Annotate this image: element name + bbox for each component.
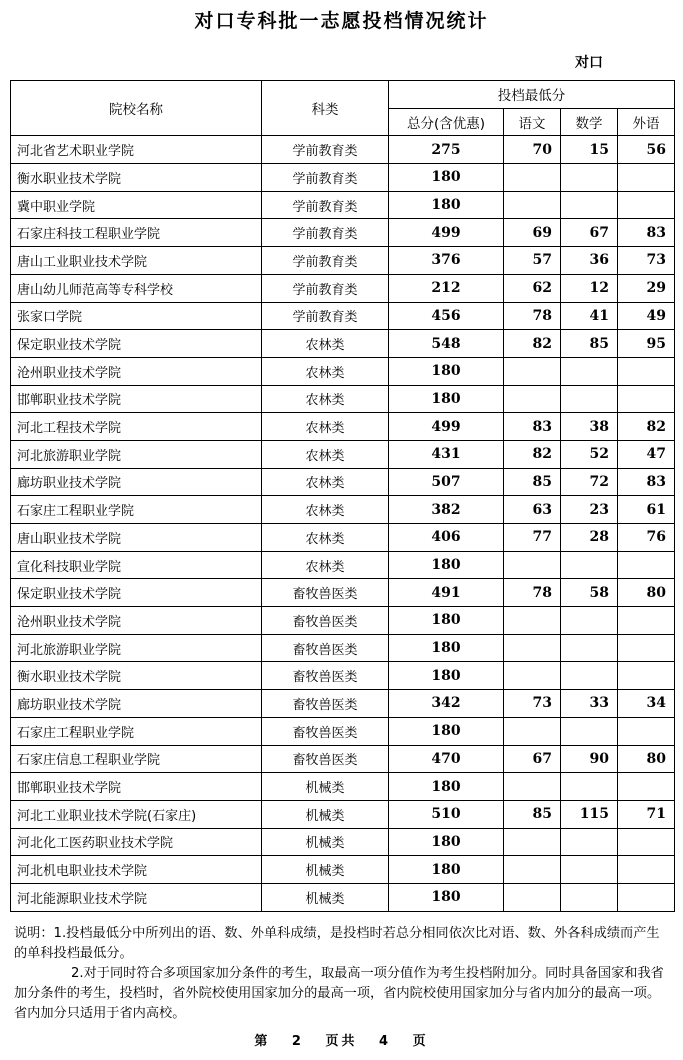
chinese-score-cell [504, 856, 561, 884]
school-name-cell: 邯郸职业技术学院 [11, 385, 262, 413]
table-row [11, 440, 675, 468]
math-score-cell [561, 551, 618, 579]
foreign-score-cell: 95 [618, 330, 675, 358]
category-cell: 畜牧兽医类 [262, 690, 389, 718]
table-row [11, 773, 675, 801]
math-score-cell: 52 [561, 440, 618, 468]
category-cell: 畜牧兽医类 [262, 745, 389, 773]
header-min-score: 投档最低分 [389, 81, 675, 109]
category-cell: 学前教育类 [262, 164, 389, 192]
chinese-score-cell: 78 [504, 302, 561, 330]
chinese-score-cell: 73 [504, 690, 561, 718]
math-score-cell: 72 [561, 468, 618, 496]
header-total: 总分(含优惠) [389, 108, 504, 136]
page-number: 第 2 页共 4 页 [254, 1034, 429, 1049]
total-score-cell: 180 [389, 856, 504, 884]
total-score-cell: 342 [389, 690, 504, 718]
table-row [11, 219, 675, 247]
page-title: 对口专科批一志愿投档情况统计 [194, 10, 489, 32]
chinese-score-cell: 57 [504, 247, 561, 275]
total-score-cell: 548 [389, 330, 504, 358]
category-cell: 农林类 [262, 357, 389, 385]
total-score-cell: 212 [389, 274, 504, 302]
table-row [11, 579, 675, 607]
math-score-cell [561, 634, 618, 662]
table-row [11, 717, 675, 745]
table-row [11, 330, 675, 358]
foreign-score-cell: 83 [618, 219, 675, 247]
category-cell: 机械类 [262, 800, 389, 828]
chinese-score-cell: 85 [504, 468, 561, 496]
foreign-score-cell: 80 [618, 579, 675, 607]
total-score-cell: 180 [389, 357, 504, 385]
category-cell: 农林类 [262, 496, 389, 524]
chinese-score-cell [504, 883, 561, 911]
table-row [11, 136, 675, 164]
total-score-cell: 499 [389, 219, 504, 247]
school-name-cell: 石家庄信息工程职业学院 [11, 745, 262, 773]
table-row [11, 662, 675, 690]
category-cell: 农林类 [262, 468, 389, 496]
table-row [11, 274, 675, 302]
chinese-score-cell: 70 [504, 136, 561, 164]
foreign-score-cell [618, 607, 675, 635]
category-cell: 畜牧兽医类 [262, 634, 389, 662]
school-name-cell: 河北化工医药职业技术学院 [11, 828, 262, 856]
total-score-cell: 180 [389, 191, 504, 219]
table-row [11, 302, 675, 330]
school-name-cell: 河北旅游职业学院 [11, 634, 262, 662]
chinese-score-cell [504, 773, 561, 801]
total-score-cell: 499 [389, 413, 504, 441]
school-name-cell: 河北省艺术职业学院 [11, 136, 262, 164]
school-name-cell: 河北工业职业技术学院(石家庄) [11, 800, 262, 828]
total-score-cell: 180 [389, 634, 504, 662]
header-chinese: 语文 [504, 108, 561, 136]
total-score-cell: 180 [389, 662, 504, 690]
total-score-cell: 431 [389, 440, 504, 468]
category-cell: 农林类 [262, 413, 389, 441]
school-name-cell: 廊坊职业技术学院 [11, 468, 262, 496]
category-cell: 农林类 [262, 440, 389, 468]
table-row [11, 468, 675, 496]
chinese-score-cell [504, 191, 561, 219]
total-score-cell: 180 [389, 773, 504, 801]
math-score-cell [561, 191, 618, 219]
math-score-cell [561, 717, 618, 745]
category-cell: 机械类 [262, 773, 389, 801]
chinese-score-cell [504, 164, 561, 192]
math-score-cell: 12 [561, 274, 618, 302]
total-score-cell: 180 [389, 607, 504, 635]
category-cell: 机械类 [262, 856, 389, 884]
foreign-score-cell: 34 [618, 690, 675, 718]
school-name-cell: 石家庄科技工程职业学院 [11, 219, 262, 247]
math-score-cell: 28 [561, 524, 618, 552]
foreign-score-cell: 49 [618, 302, 675, 330]
math-score-cell: 15 [561, 136, 618, 164]
math-score-cell [561, 883, 618, 911]
school-name-cell: 衡水职业技术学院 [11, 662, 262, 690]
math-score-cell [561, 828, 618, 856]
foreign-score-cell [618, 634, 675, 662]
foreign-score-cell [618, 191, 675, 219]
admission-table [10, 80, 675, 912]
chinese-score-cell: 83 [504, 413, 561, 441]
chinese-score-cell [504, 551, 561, 579]
school-name-cell: 张家口学院 [11, 302, 262, 330]
foreign-score-cell [618, 883, 675, 911]
school-name-cell: 宣化科技职业学院 [11, 551, 262, 579]
chinese-score-cell: 78 [504, 579, 561, 607]
category-cell: 农林类 [262, 551, 389, 579]
math-score-cell: 58 [561, 579, 618, 607]
category-cell: 农林类 [262, 385, 389, 413]
category-cell: 畜牧兽医类 [262, 607, 389, 635]
foreign-score-cell: 56 [618, 136, 675, 164]
foreign-score-cell [618, 662, 675, 690]
foreign-score-cell [618, 717, 675, 745]
chinese-score-cell: 69 [504, 219, 561, 247]
foreign-score-cell: 76 [618, 524, 675, 552]
school-name-cell: 河北工程技术学院 [11, 413, 262, 441]
total-score-cell: 456 [389, 302, 504, 330]
chinese-score-cell: 77 [504, 524, 561, 552]
table-row [11, 191, 675, 219]
foreign-score-cell [618, 551, 675, 579]
total-score-cell: 376 [389, 247, 504, 275]
school-name-cell: 保定职业技术学院 [11, 579, 262, 607]
total-score-cell: 382 [389, 496, 504, 524]
school-name-cell: 河北旅游职业学院 [11, 440, 262, 468]
category-cell: 学前教育类 [262, 136, 389, 164]
foreign-score-cell [618, 357, 675, 385]
foreign-score-cell: 61 [618, 496, 675, 524]
category-cell: 农林类 [262, 330, 389, 358]
table-row [11, 164, 675, 192]
math-score-cell [561, 773, 618, 801]
foreign-score-cell: 71 [618, 800, 675, 828]
table-row [11, 745, 675, 773]
header-math: 数学 [561, 108, 618, 136]
chinese-score-cell [504, 828, 561, 856]
total-score-cell: 275 [389, 136, 504, 164]
school-name-cell: 衡水职业技术学院 [11, 164, 262, 192]
category-cell: 学前教育类 [262, 247, 389, 275]
header-school: 院校名称 [11, 81, 262, 136]
chinese-score-cell: 63 [504, 496, 561, 524]
school-name-cell: 唐山幼儿师范高等专科学校 [11, 274, 262, 302]
header-category: 科类 [262, 81, 389, 136]
math-score-cell: 67 [561, 219, 618, 247]
total-score-cell: 180 [389, 551, 504, 579]
table-row [11, 247, 675, 275]
table-row [11, 524, 675, 552]
chinese-score-cell [504, 634, 561, 662]
total-score-cell: 470 [389, 745, 504, 773]
table-row [11, 828, 675, 856]
total-score-cell: 180 [389, 717, 504, 745]
foreign-score-cell [618, 773, 675, 801]
total-score-cell: 491 [389, 579, 504, 607]
school-name-cell: 邯郸职业技术学院 [11, 773, 262, 801]
total-score-cell: 507 [389, 468, 504, 496]
math-score-cell: 85 [561, 330, 618, 358]
school-name-cell: 沧州职业技术学院 [11, 607, 262, 635]
category-cell: 农林类 [262, 524, 389, 552]
table-row [11, 883, 675, 911]
foreign-score-cell: 29 [618, 274, 675, 302]
total-score-cell: 406 [389, 524, 504, 552]
total-score-cell: 180 [389, 385, 504, 413]
chinese-score-cell [504, 717, 561, 745]
table-row [11, 856, 675, 884]
math-score-cell [561, 385, 618, 413]
foreign-score-cell: 83 [618, 468, 675, 496]
math-score-cell: 23 [561, 496, 618, 524]
table-row [11, 800, 675, 828]
category-cell: 机械类 [262, 828, 389, 856]
school-name-cell: 石家庄工程职业学院 [11, 717, 262, 745]
chinese-score-cell: 82 [504, 440, 561, 468]
chinese-score-cell [504, 662, 561, 690]
school-name-cell: 唐山职业技术学院 [11, 524, 262, 552]
category-cell: 机械类 [262, 883, 389, 911]
math-score-cell: 90 [561, 745, 618, 773]
school-name-cell: 冀中职业学院 [11, 191, 262, 219]
chinese-score-cell: 67 [504, 745, 561, 773]
math-score-cell [561, 164, 618, 192]
category-cell: 学前教育类 [262, 274, 389, 302]
school-name-cell: 廊坊职业技术学院 [11, 690, 262, 718]
table-row [11, 385, 675, 413]
total-score-cell: 510 [389, 800, 504, 828]
math-score-cell [561, 357, 618, 385]
note-1: 说明：1.投档最低分中所列出的语、数、外单科成绩，是投档时若总分相同依次比对语、数、外各科成绩而产生的单科投档最低分。 [14, 926, 660, 961]
table-row [11, 607, 675, 635]
total-score-cell: 180 [389, 164, 504, 192]
table-row [11, 413, 675, 441]
school-name-cell: 保定职业技术学院 [11, 330, 262, 358]
foreign-score-cell [618, 164, 675, 192]
chinese-score-cell: 82 [504, 330, 561, 358]
school-name-cell: 沧州职业技术学院 [11, 357, 262, 385]
category-cell: 学前教育类 [262, 302, 389, 330]
category-cell: 畜牧兽医类 [262, 717, 389, 745]
chinese-score-cell [504, 357, 561, 385]
total-score-cell: 180 [389, 883, 504, 911]
total-score-cell: 180 [389, 828, 504, 856]
math-score-cell [561, 607, 618, 635]
category-cell: 学前教育类 [262, 191, 389, 219]
school-name-cell: 河北机电职业技术学院 [11, 856, 262, 884]
chinese-score-cell [504, 385, 561, 413]
foreign-score-cell [618, 828, 675, 856]
math-score-cell: 38 [561, 413, 618, 441]
subtitle-label: 对口 [575, 55, 603, 71]
math-score-cell: 36 [561, 247, 618, 275]
category-cell: 畜牧兽医类 [262, 662, 389, 690]
foreign-score-cell [618, 385, 675, 413]
chinese-score-cell: 85 [504, 800, 561, 828]
chinese-score-cell [504, 607, 561, 635]
school-name-cell: 石家庄工程职业学院 [11, 496, 262, 524]
table-row [11, 551, 675, 579]
table-row [11, 690, 675, 718]
foreign-score-cell [618, 856, 675, 884]
foreign-score-cell: 82 [618, 413, 675, 441]
school-name-cell: 河北能源职业技术学院 [11, 883, 262, 911]
foreign-score-cell: 73 [618, 247, 675, 275]
math-score-cell: 41 [561, 302, 618, 330]
table-row [11, 496, 675, 524]
math-score-cell: 115 [561, 800, 618, 828]
math-score-cell [561, 856, 618, 884]
note-2: 2.对于同时符合多项国家加分条件的考生，取最高一项分值作为考生投档附加分。同时具备国家和我省加分条件的考生，投档时，省外院校使用国家加分的最高一项，省内院校使用国家加分与省内加分的最高一项。省内加分只适用于省内高校。 [14, 966, 664, 1021]
foreign-score-cell: 80 [618, 745, 675, 773]
math-score-cell [561, 662, 618, 690]
table-body [11, 136, 675, 911]
school-name-cell: 唐山工业职业技术学院 [11, 247, 262, 275]
header-foreign: 外语 [618, 108, 675, 136]
table-row [11, 634, 675, 662]
table-row [11, 357, 675, 385]
chinese-score-cell: 62 [504, 274, 561, 302]
foreign-score-cell: 47 [618, 440, 675, 468]
category-cell: 畜牧兽医类 [262, 579, 389, 607]
math-score-cell: 33 [561, 690, 618, 718]
notes [14, 924, 664, 1024]
category-cell: 学前教育类 [262, 219, 389, 247]
